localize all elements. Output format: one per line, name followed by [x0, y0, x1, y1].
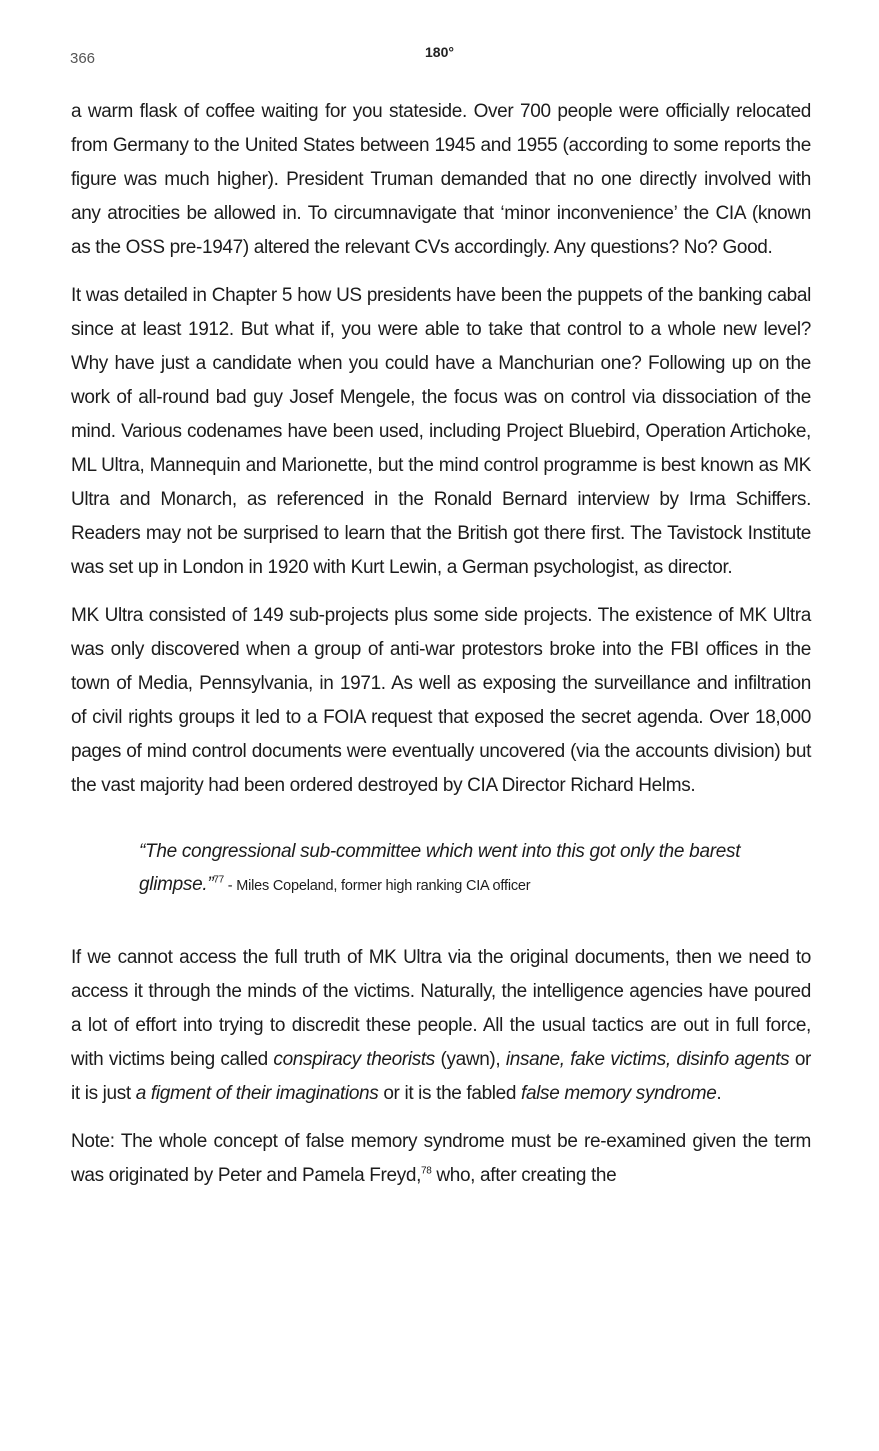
paragraph-5-text: Note: The whole concept of false memory syndrome must be re-examined given the term was originated by Peter and Pamela Freyd, [71, 1131, 811, 1186]
paragraph-5 [71, 1125, 811, 1193]
footnote-ref-77: 77 [213, 874, 224, 886]
body-text [71, 95, 811, 1207]
paragraph-3: MK Ultra consisted of 149 sub-projects plus some side projects. The existence of MK Ultra was only discovered when a group of anti-war protestors broke into the FBI offices in the town of Media, Pennsylvania, in 1971. As well as exposing the surveillance and infiltration of civil rights groups it led to a FOIA request that exposed the secret agenda. Over 18,000 pages of mind control documents were eventually uncovered (via the accounts division) but the vast majority had been ordered destroyed by CIA Director Richard Helms. [71, 605, 811, 796]
paragraph-4-text: (yawn), [434, 1049, 506, 1070]
paragraph-5-text: who, after creating the [431, 1165, 617, 1186]
quote-text: “The congressional sub-committee which went into this got only the barest glimpse.” [139, 841, 741, 895]
paragraph-2: It was detailed in Chapter 5 how US presidents have been the puppets of the banking cabal since at least 1912. But what if, you were able to take that control to a whole new level? Why have just a candidate when you could have a Manchurian one? Following up on the work of all-round bad guy Josef Mengele, the focus was on control via dissociation of the mind. Various codenames have been used, including Project Bluebird, Operation Artichoke, ML Ultra, Mannequin and Marionette, but the mind control programme is best known as MK Ultra and Monarch, as referenced in the Ronald Bernard interview by Irma Schiffers. Readers may not be surprised to learn that the British got there first. The Tavistock Institute was set up in London in 1920 with Kurt Lewin, a German psychologist, as director. [71, 285, 811, 578]
paragraph-4-text: or it is just [71, 1049, 812, 1104]
running-header: 180° [425, 44, 454, 60]
italic-phrase: a figment of their imaginations [135, 1083, 379, 1104]
quote-attribution: - Miles Copeland, former high ranking CIA officer [223, 878, 531, 894]
paragraph-4-text: If we cannot access the full truth of MK Ultra via the original documents, then we need to access it through the minds of the victims. Naturally, the intelligence agencies have poured a lot of effort into trying to discredit these people. All the usual tactics are out in full force, with victims being called [71, 947, 811, 1070]
page-number: 366 [70, 50, 96, 67]
italic-phrase: false memory syndrome [521, 1083, 717, 1104]
italic-phrase: conspiracy theorists [273, 1049, 435, 1070]
footnote-ref-78: 78 [421, 1165, 432, 1177]
paragraph-4-text: or it is the fabled [378, 1083, 522, 1104]
italic-phrase: insane, fake victims, disinfo agents [505, 1049, 790, 1070]
pull-quote [139, 835, 811, 903]
paragraph-1: a warm flask of coffee waiting for you stateside. Over 700 people were officially relocated from Germany to the United States between 1945 and 1955 (according to some reports the figure was much higher). President Truman demanded that no one directly involved with any atrocities be allowed in. To circumnavigate that ‘minor inconvenience’ the CIA (known as the OSS pre-1947) altered the relevant CVs accordingly. Any questions? No? Good. [71, 101, 811, 258]
paragraph-4-text: . [716, 1083, 722, 1104]
paragraph-4 [71, 941, 811, 1111]
